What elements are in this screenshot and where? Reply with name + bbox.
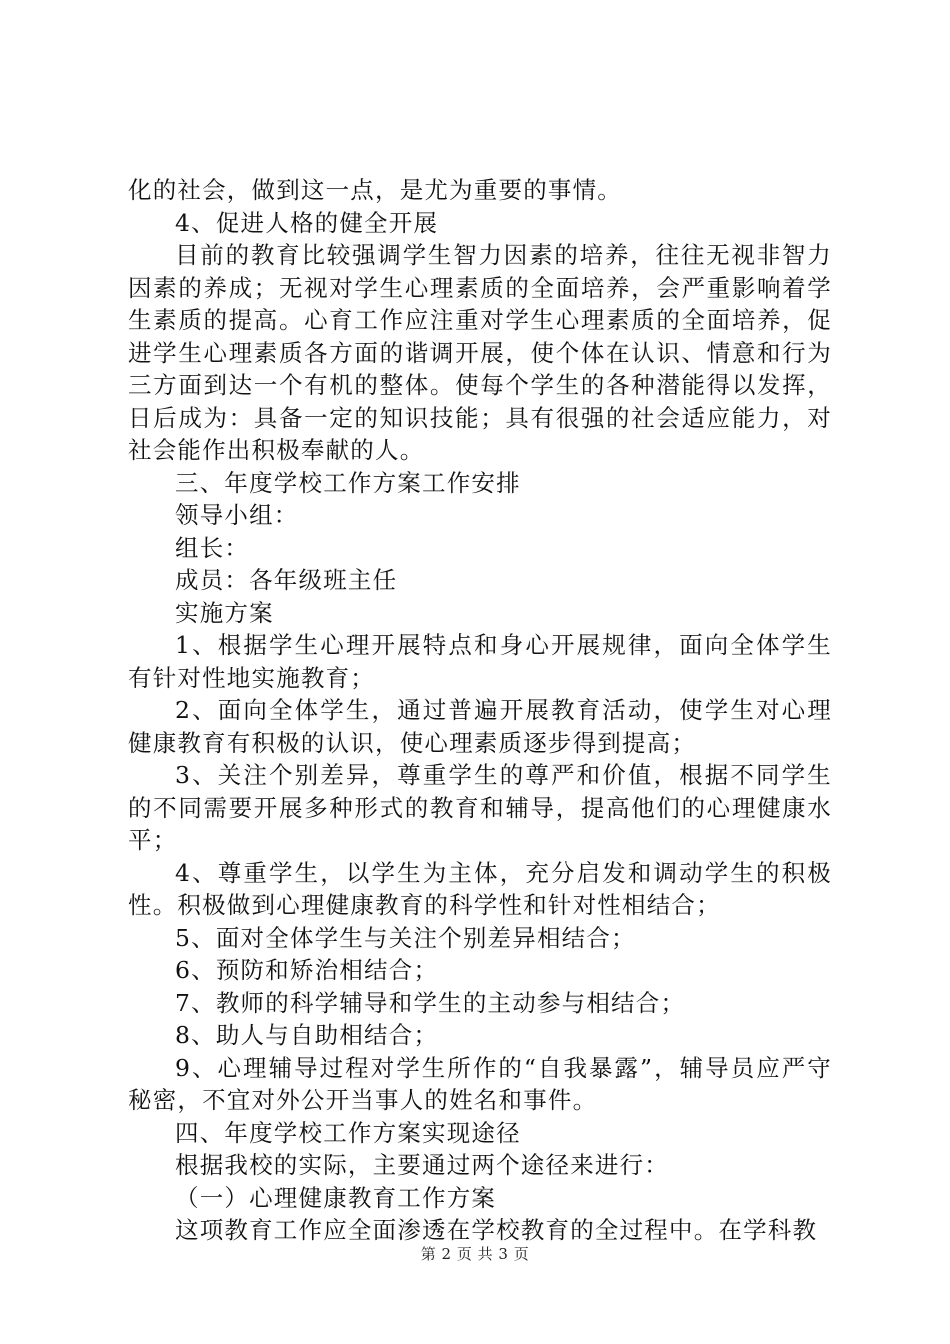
list-item: 4、尊重学生，以学生为主体，充分启发和调动学生的积极性。积极做到心理健康教育的科学性和针对性相结合； xyxy=(128,858,832,919)
paragraph: 根据我校的实际，主要通过两个途径来进行： xyxy=(175,1151,669,1179)
section-heading: 三、年度学校工作方案工作安排 xyxy=(175,468,521,497)
list-item: 6、预防和矫治相结合； xyxy=(175,956,439,984)
paragraph: 化的社会，做到这一点，是尤为重要的事情。 xyxy=(128,176,622,204)
paragraph: 组长： xyxy=(175,533,250,562)
list-item: 5、面对全体学生与关注个别差异相结合； xyxy=(175,923,636,952)
section-heading: 4、促进人格的健全开展 xyxy=(175,208,439,237)
list-item: 2、面向全体学生，通过普遍开展教育活动，使学生对心理健康教育有积极的认识，使心理素质逐步得到提高； xyxy=(128,696,832,757)
list-item: 1、根据学生心理开展特点和身心开展规律，面向全体学生有针对性地实施教育； xyxy=(128,631,832,692)
paragraph: 成员：各年级班主任 xyxy=(175,566,398,594)
list-item: 3、关注个别差异，尊重学生的尊严和价值，根据不同学生的不同需要开展多种形式的教育和辅导，提高他们的心理健康水平； xyxy=(128,761,832,854)
paragraph: 目前的教育比较强调学生智力因素的培养，往往无视非智力因素的养成；无视对学生心理素质的全面培养，会严重影响着学生素质的提高。心育工作应注重对学生心理素质的全面培养，促进学生心理素质各方面的谐调开展，使个体在认识、情意和行为三方面到达一个有机的整体。使每个学生的各种潜能得以发挥，日后成为：具备一定的知识技能；具有很强的社会适应能力，对社会能作出积极奉献的人。 xyxy=(128,241,832,464)
section-heading: 四、年度学校工作方案实现途径 xyxy=(175,1118,521,1147)
list-item: 9、心理辅导过程对学生所作的“自我暴露”，辅导员应严守秘密，不宜对外公开当事人的姓名和事件。 xyxy=(128,1053,832,1114)
list-item: 7、教师的科学辅导和学生的主动参与相结合； xyxy=(175,988,686,1017)
paragraph: 这项教育工作应全面渗透在学校教育的全过程中。在学科教 xyxy=(175,1216,818,1244)
list-item: 8、助人与自助相结合； xyxy=(175,1021,439,1049)
document-body xyxy=(128,174,832,1247)
subsection-heading: （一）心理健康教育工作方案 xyxy=(175,1183,497,1212)
subsection-heading: 实施方案 xyxy=(175,598,274,627)
paragraph: 领导小组： xyxy=(175,501,299,529)
page-number-footer: 第 2 页 共 3 页 xyxy=(420,1245,530,1263)
